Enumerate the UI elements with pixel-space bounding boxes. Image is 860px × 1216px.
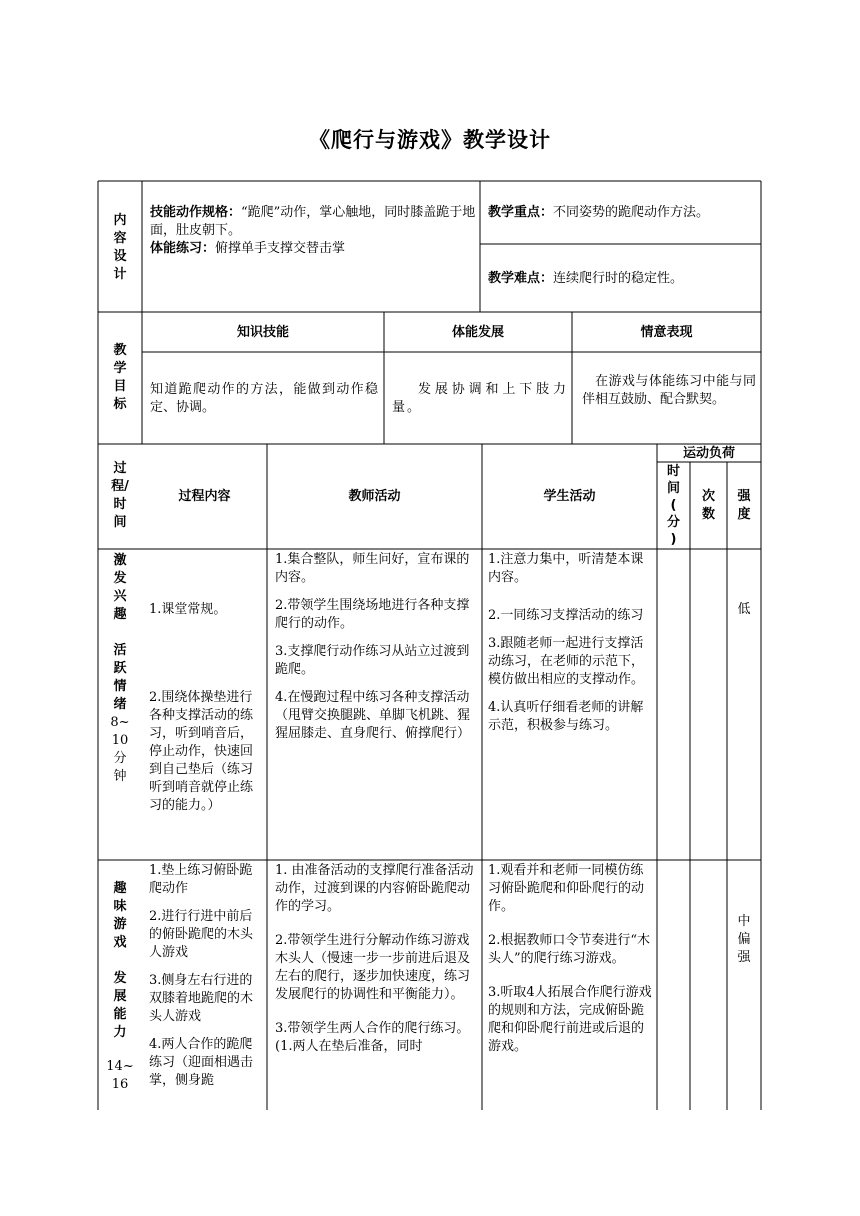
list-item: 3.带领学生两人合作的爬行练习。(1.两人在垫后准备，同时 xyxy=(275,1021,470,1054)
difficulty-label: 教学难点： xyxy=(488,271,554,286)
list-item: （甩臂交换腿跳、单脚飞机跳、猩猩屈膝走、直身爬行、俯撑爬行） xyxy=(275,708,471,741)
list-item: 3.跟随老师一起进行支撑活动练习，在老师的示范下，模仿做出相应的支撑动作。 xyxy=(488,636,645,687)
stage2-label: 趣 味 游 戏 发 展 能 力 14~ 16 xyxy=(106,881,134,1092)
stage1-teacher xyxy=(275,551,476,753)
list-item: 1.注意力集中，听清楚本课内容。 xyxy=(488,552,644,585)
list-item: 3.支撑爬行动作练习从站立过渡到跪爬。 xyxy=(275,644,470,677)
list-item: 2.进行行进中前后的俯卧跪爬的木头人游戏 xyxy=(149,909,254,960)
skill-spec-text: “跪爬”动作，掌心触地，同时膝盖跪于地面，肚皮朝下。 xyxy=(150,205,476,238)
load-count-header: 次 数 xyxy=(701,489,715,522)
process-content-header: 过程内容 xyxy=(178,489,231,504)
objectives-label: 教 学 目 标 xyxy=(113,343,127,412)
fitness-practice-label: 体能练习： xyxy=(150,241,216,256)
list-item: 1.观看并和老师一同模仿练习俯卧跪爬和仰卧爬行的动作。 xyxy=(488,863,645,914)
load-time-header: 时 间 ( 分 ) xyxy=(666,464,680,547)
list-item: 2.一同练习支撑活动的练习 xyxy=(488,608,644,623)
skill-spec-cell xyxy=(150,204,476,258)
stage1-intensity: 低 xyxy=(737,602,751,617)
page-title: 《爬行与游戏》教学设计 xyxy=(309,128,551,152)
stage1-label: 激 发 兴 趣 活 跃 情 绪 8~ 10 分 钟 xyxy=(110,553,130,784)
list-item: 2.带领学生进行分解动作练习游戏木头人（慢速一步一步前进后退及左右的爬行，逐步加快速度，练习发展爬行的协调性和平衡能力）。 xyxy=(275,933,471,1002)
list-item: 4.两人合作的跪爬练习（迎面相遇击掌，侧身跪 xyxy=(149,1037,254,1088)
list-item: 3.侧身左右行进的双膝着地跪爬的木头人游戏 xyxy=(149,973,254,1024)
stage2-intensity: 中 偏 强 xyxy=(737,914,751,965)
objective-fitness-text: 发展协调和上下肢力量。 xyxy=(392,382,568,415)
key-point-label: 教学重点： xyxy=(488,205,554,220)
list-item: 2.根据教师口令节奏进行“木头人”的爬行练习游戏。 xyxy=(488,933,651,966)
key-point-cell xyxy=(488,204,758,222)
list-item: 1.垫上练习俯卧跪爬动作 xyxy=(149,863,253,896)
difficulty-text: 连续爬行时的稳定性。 xyxy=(553,271,684,286)
list-item: 1.课堂常规。 xyxy=(149,602,227,617)
process-stage-header: 过 程/ 时 间 xyxy=(111,461,129,530)
list-item: 1.集合整队，师生问好，宣布课的内容。 xyxy=(275,552,470,585)
objective-affect-text: 在游戏与体能练习中能与同伴相互鼓励、配合默契。 xyxy=(582,374,756,407)
load-intensity-header: 强 度 xyxy=(737,489,751,522)
list-item: 3.听取4人拓展合作爬行游戏的规则和方法，完成俯卧跪爬和仰卧爬行前进或后退的游戏。 xyxy=(488,985,652,1054)
student-activity-header: 学生活动 xyxy=(543,489,596,504)
list-item: 2.带领学生围绕场地进行各种支撑爬行的动作。 xyxy=(275,598,470,631)
exercise-load-header: 运动负荷 xyxy=(682,446,735,461)
content-design-label: 内 容 设 计 xyxy=(113,213,127,282)
objective-header-fitness: 体能发展 xyxy=(451,325,504,340)
objective-header-affect: 情意表现 xyxy=(640,325,693,340)
list-item: 2.围绕体操垫进行各种支撑活动的练习，听到哨音后，停止动作，快速回到自己垫后（练习听到哨音就停止练习的能力。） xyxy=(149,690,254,813)
list-item: 1. 由准备活动的支撑爬行准备活动动作，过渡到课的内容俯卧跪爬动作的学习。 xyxy=(275,863,474,914)
stage2-content xyxy=(149,862,263,1110)
list-item: 4.认真听仔细看老师的讲解示范，积极参与练习。 xyxy=(488,700,644,733)
objective-knowledge-text: 知道跪爬动作的方法，能做到动作稳定、协调。 xyxy=(150,382,378,415)
difficulty-cell xyxy=(488,270,758,288)
stage1-student xyxy=(488,551,653,745)
fitness-practice-text: 俯撑单手支撑交替击掌 xyxy=(215,241,346,256)
stage2-student xyxy=(488,862,653,1066)
key-point-text: 不同姿势的跪爬动作方法。 xyxy=(553,205,710,220)
stage2-teacher xyxy=(275,862,476,1110)
skill-spec-label: 技能动作规格： xyxy=(150,205,242,220)
objective-header-knowledge: 知识技能 xyxy=(236,325,289,340)
teacher-activity-header: 教师活动 xyxy=(348,489,401,504)
stage1-content xyxy=(149,601,263,815)
list-item: 4.在慢跑过程中练习各种支撑活动 xyxy=(275,690,470,705)
